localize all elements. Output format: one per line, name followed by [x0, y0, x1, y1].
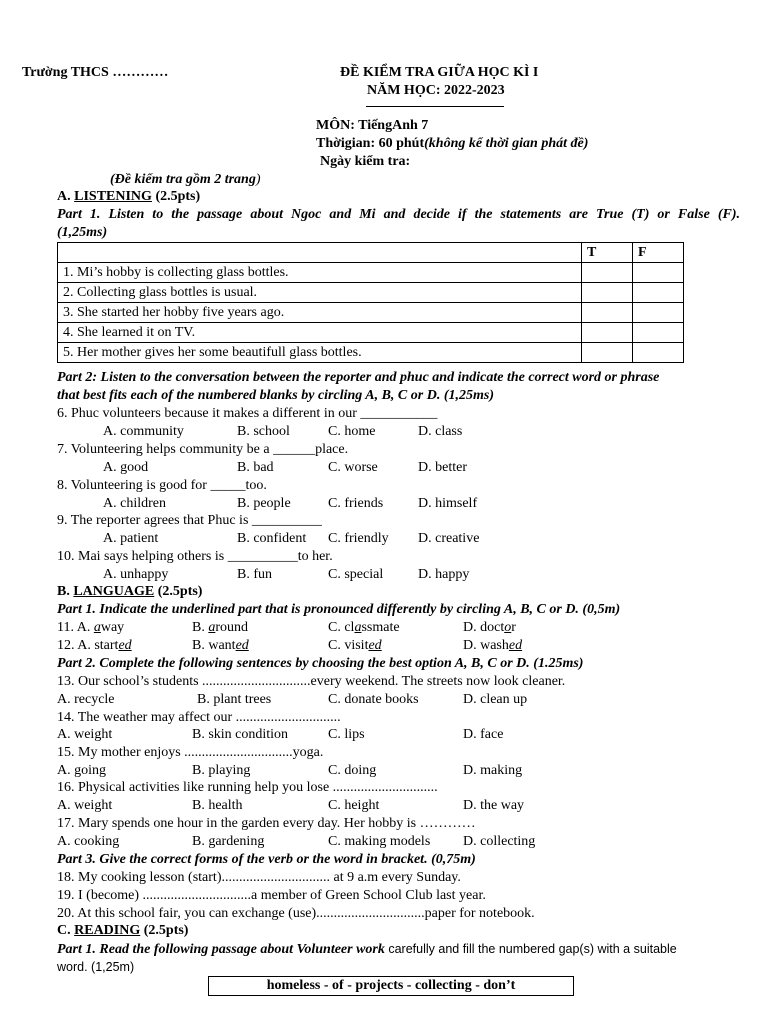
underlined-sound: a [208, 620, 216, 635]
section-b-points: (2.5pts) [157, 584, 203, 599]
true-false-table [57, 242, 684, 363]
option-b[interactable] [192, 637, 249, 655]
section-c-letter: C. [57, 923, 71, 938]
section-a-part2-instruction-2: that best fits each of the numbered blanks by circling A, B, C or D. (1,25ms) [57, 388, 494, 403]
false-cell[interactable] [633, 343, 684, 363]
option-a[interactable]: A. children [103, 496, 166, 511]
option-b[interactable]: B. health [192, 798, 243, 813]
table-header-row [58, 243, 684, 263]
true-cell[interactable] [582, 263, 633, 283]
option-b[interactable]: B. skin condition [192, 727, 289, 742]
option-text: D. doct [463, 620, 505, 635]
underlined-sound: ed [368, 638, 382, 653]
subject: MÔN: TiếngAnh 7 [316, 118, 429, 133]
option-d[interactable]: D. the way [463, 798, 525, 813]
option-text: way [100, 620, 125, 635]
question-14: 14. The weather may affect our .............................. [57, 710, 341, 725]
option-a[interactable]: A. going [57, 763, 106, 778]
false-cell[interactable] [633, 283, 684, 303]
option-b[interactable]: B. school [237, 424, 290, 439]
false-cell[interactable] [633, 303, 684, 323]
statement-cell: 4. She learned it on TV. [58, 323, 582, 343]
false-cell[interactable] [633, 323, 684, 343]
table-header-statement [58, 243, 582, 263]
option-a[interactable] [77, 638, 131, 653]
instruction-bold: Part 1. Read the following passage about Volunteer work [57, 942, 385, 957]
option-text: ssmate [361, 620, 400, 635]
option-c[interactable]: C. doing [328, 763, 377, 778]
section-c-part1-instruction [57, 940, 677, 959]
question-19: 19. I (become) ...............................a member of Green School Club last year. [57, 888, 486, 903]
option-text: r [511, 620, 516, 635]
question-10: 10. Mai says helping others is __________to her. [57, 549, 333, 564]
option-b[interactable] [192, 619, 248, 637]
instruction-plain: carefully and fill the numbered gap(s) with a suitable [384, 942, 677, 956]
option-c[interactable]: C. friendly [328, 531, 389, 546]
question-number: 11. [57, 620, 74, 635]
table-header-true: T [582, 243, 633, 263]
option-b[interactable]: B. people [237, 496, 291, 511]
statement-cell: 3. She started her hobby five years ago. [58, 303, 582, 323]
section-b-letter: B. [57, 584, 70, 599]
question-18: 18. My cooking lesson (start)............................... at 9 a.m every Sunday. [57, 870, 461, 885]
word-box: homeless - of - projects - collecting - don’t [208, 976, 574, 996]
option-d[interactable]: D. collecting [463, 834, 536, 849]
time-note: (không kể thời gian phát đề) [424, 136, 589, 151]
option-d[interactable] [463, 637, 522, 655]
statement-cell: 1. Mi’s hobby is collecting glass bottles. [58, 263, 582, 283]
option-d[interactable]: D. creative [418, 531, 480, 546]
section-b-name: LANGUAGE [73, 584, 155, 599]
question-7: 7. Volunteering helps community be a ______place. [57, 442, 349, 457]
option-a[interactable]: A. good [103, 460, 149, 475]
option-c[interactable]: C. friends [328, 496, 384, 511]
option-a[interactable]: A. weight [57, 727, 113, 742]
underlined-sound: ed [508, 638, 523, 653]
option-c[interactable] [328, 637, 382, 655]
option-d[interactable] [463, 619, 516, 637]
pages-note-text: (Đề kiểm tra gồm 2 trang [110, 172, 256, 187]
statement-cell: 2. Collecting glass bottles is usual. [58, 283, 582, 303]
table-header-false: F [633, 243, 684, 263]
option-a[interactable]: A. community [103, 424, 184, 439]
table-row [58, 263, 684, 283]
option-c[interactable]: C. lips [328, 727, 365, 742]
time-label: Thờigian: 60 phút [316, 136, 425, 151]
section-b-part3-instruction: Part 3. Give the correct forms of the verb or the word in bracket. (0,75m) [57, 852, 476, 867]
section-b-part2-instruction: Part 2. Complete the following sentences by choosing the best option A, B, C or D. (1.25ms) [57, 656, 584, 671]
question-16: 16. Physical activities like running help you lose .............................. [57, 780, 438, 795]
option-c[interactable]: C. making models [328, 834, 431, 849]
question-15: 15. My mother enjoys ...............................yoga. [57, 745, 324, 760]
exam-duration [316, 135, 588, 153]
option-d[interactable]: D. face [463, 727, 504, 742]
option-d[interactable]: D. himself [418, 496, 478, 511]
section-a-part2-instruction-1: Part 2: Listen to the conversation between the reporter and phuc and indicate the correct word or phrase [57, 370, 660, 385]
option-a[interactable]: A. recycle [57, 692, 115, 707]
option-b[interactable]: B. plant trees [197, 692, 272, 707]
option-text: D. wash [463, 638, 509, 653]
table-row [58, 303, 684, 323]
table-row [58, 343, 684, 363]
underlined-sound: a [354, 620, 362, 635]
option-c[interactable]: C. home [328, 424, 376, 439]
option-d[interactable]: D. happy [418, 567, 470, 582]
option-c[interactable]: C. height [328, 798, 380, 813]
section-c-name: READING [74, 923, 141, 938]
section-b-heading [57, 583, 202, 601]
true-cell[interactable] [582, 323, 633, 343]
option-a[interactable]: A. patient [103, 531, 159, 546]
pages-note-close: ) [255, 172, 261, 187]
underlined-sound: a [93, 620, 101, 635]
question-number: 12. [57, 638, 75, 653]
option-c[interactable]: C. worse [328, 460, 378, 475]
section-c-part1-points: word. (1,25m) [57, 960, 135, 974]
option-d[interactable]: D. clean up [463, 692, 528, 707]
option-d[interactable]: D. making [463, 763, 523, 778]
option-a[interactable]: A. weight [57, 798, 113, 813]
table-row [58, 323, 684, 343]
section-c-points: (2.5pts) [143, 923, 189, 938]
option-b[interactable]: B. fun [237, 567, 272, 582]
section-a-name: LISTENING [74, 189, 152, 204]
section-a-letter: A. [57, 189, 71, 204]
section-a-points: (2.5pts) [155, 189, 201, 204]
statement-cell: 5. Her mother gives her some beautifull glass bottles. [58, 343, 582, 363]
option-d[interactable]: D. better [418, 460, 467, 475]
option-c[interactable] [328, 619, 400, 637]
section-a-part1-points: (1,25ms) [57, 225, 108, 240]
option-a[interactable]: A. cooking [57, 834, 120, 849]
option-a[interactable] [77, 620, 124, 635]
true-cell[interactable] [582, 303, 633, 323]
option-b[interactable]: B. playing [192, 763, 251, 778]
underlined-sound: ed [235, 638, 249, 653]
false-cell[interactable] [633, 263, 684, 283]
exam-title: ĐỀ KIỂM TRA GIỮA HỌC KÌ I [340, 65, 539, 80]
option-d[interactable]: D. class [418, 424, 463, 439]
question-9: 9. The reporter agrees that Phuc is __________ [57, 513, 322, 528]
section-b-part1-instruction: Part 1. Indicate the underlined part that is pronounced differently by circling A, B, C or D. (0,5m) [57, 602, 621, 617]
option-text: C. cl [328, 620, 355, 635]
section-a-part1-instruction: Part 1. Listen to the passage about Ngoc and Mi and decide if the statements are True (T) or False (F). [57, 207, 740, 222]
question-17: 17. Mary spends one hour in the garden every day. Her hobby is ………… [57, 816, 476, 831]
option-text: B. want [192, 638, 236, 653]
option-c[interactable]: C. special [328, 567, 384, 582]
option-text: A. [76, 620, 94, 635]
question-11 [57, 619, 124, 637]
option-a[interactable]: A. unhappy [103, 567, 169, 582]
question-8: 8. Volunteering is good for _____too. [57, 478, 267, 493]
option-text: B. [192, 620, 209, 635]
section-a-heading [57, 188, 200, 206]
true-cell[interactable] [582, 283, 633, 303]
title-underline [366, 106, 504, 107]
underlined-sound: o [504, 620, 512, 635]
question-20: 20. At this school fair, you can exchange (use)...............................paper for notebook. [57, 906, 535, 921]
school-year: NĂM HỌC: 2022-2023 [367, 83, 505, 98]
question-13: 13. Our school’s students ...............................every weekend. The streets now look cleaner. [57, 674, 566, 689]
table-row [58, 283, 684, 303]
pages-note [110, 171, 261, 189]
option-c[interactable]: C. donate books [328, 692, 419, 707]
question-6: 6. Phuc volunteers because it makes a different in our ___________ [57, 406, 438, 421]
section-c-heading [57, 922, 188, 940]
option-b[interactable]: B. gardening [192, 834, 265, 849]
underlined-sound: ed [118, 638, 132, 653]
option-text: A. start [77, 638, 119, 653]
option-b[interactable]: B. confident [237, 531, 307, 546]
true-cell[interactable] [582, 343, 633, 363]
school-name: Trường THCS ………… [22, 65, 169, 80]
question-12 [57, 637, 132, 655]
exam-date: Ngày kiểm tra: [320, 154, 411, 169]
option-text: round [215, 620, 249, 635]
option-b[interactable]: B. bad [237, 460, 274, 475]
option-text: C. visit [328, 638, 369, 653]
